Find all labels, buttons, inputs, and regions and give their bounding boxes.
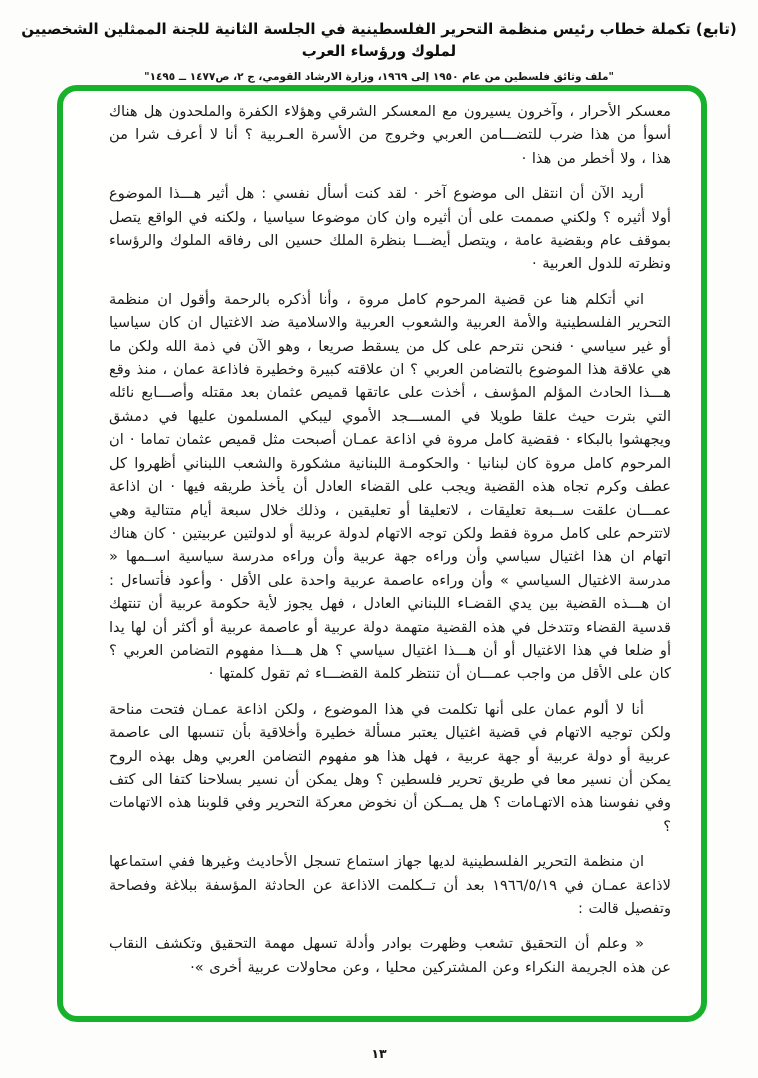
paragraph: ان منظمة التحرير الفلسطينية لديها جهاز استماع تسجل الأحاديث وغيرها ففي استماعها لاذاعة عمـان في ١٩٦٦/٥/١٩ بعد أن تــكلمت الاذاعة عن الحادثة المؤسفة ببلاغة وفصاحة وتفصيل قالت :: [109, 853, 671, 917]
page-header: [0, 18, 758, 83]
green-border-frame: [57, 85, 707, 1022]
page-title: (تابع) تكملة خطاب رئيس منظمة التحرير الفلسطينية في الجلسة الثانية للجنة الممثلين الشخصيين لملوك ورؤساء العرب: [21, 20, 737, 60]
body-text: [109, 100, 671, 1010]
paragraph: اني أتكلم هنا عن قضية المرحوم كامل مروة ، وأنا أذكره بالرحمة وأقول ان منظمة التحرير الفلسطينية والأمة العربية والشعوب العربية والاسلامية ضد الاغتيال ان كان سياسيا أو غير سياسي · فنحن نترحم على كل من يسقط صريعا ، وهو الآن في ذمة الله ولكن ما هي علاقة هذا الموضوع بالتضامن العربي ؟ ان علاقته كبيرة وخطيرة فاذاعة عمان ، منذ وقع هـــذا الحادث المؤلم المؤسف ، أخذت على عاتقها قميص عثمان بعد مقتله وأصـــابع نائله التي بترت حيث علقا طويلا في المســـجد الأموي ليبكي المسلمون عليها في دمشق ويجهشوا بالبكاء · فقضية كامل مروة في اذاعة عمـان أصبحت مثل قميص عثمان تماما · ان المرحوم كامل مروة كان لبنانيا · والحكومـة اللبنانية مشكورة والشعب اللبناني أظهروا كل عطف وكرم تجاه هذه القضية ويجب على القضاء العادل أن يأخذ طريقه فيها · ان اذاعة عمـــان علقت ســبعة تعليقات ، لاتعليقا أو تعليقين ، وذلك خلال سبعة أيام متتالية وهي لاتترحم على كامل مروة فقط ولكن توجه الاتهام لدولة عربية أو لدولتين عربيتين · كان هناك اتهام ان هذا اغتيال سياسي وأن وراءه جهة عربية وأن وراءه مدرسة سياسية اســمها « مدرسة الاغتيال السياسي » وأن وراءه عاصمة عربية واحدة على الأقل · وأعود فأتساءل : ان هـــذه القضية بين يدي القضـاء اللبناني العادل ، فهل يجوز لأية حكومة عربية أن تنتهك قدسية القضاء وتتدخل في هذه القضية متهمة دولة عربية أو عاصمة عربية أو أكثر أن لها يدا أو ضلعا في هذا الاغتيال أو أن هـــذا اغتيال سياسي ؟ هل هـــذا مفهوم التضامن العربي ؟ كان على الأقل من واجب عمـــان أن تنتظر كلمة القضـــاء ثم تقول كلمتها ·: [109, 290, 671, 683]
paragraph: أريد الآن أن انتقل الى موضوع آخر · لقد كنت أسأل نفسي : هل أثير هـــذا الموضوع أولا أثيره ؟ ولكني صممت على أن أثيره وان كان موضوعا سياسيا ، ولكنه في الواقع يتصل بموقف عام وبقضية عامة ، ويتصل أيضـــا بنظرة الملك حسين الى رفاقه الملوك والرؤساء ونظرته للدول العربية ·: [109, 185, 671, 273]
paragraph: معسكر الأحرار ، وآخرون يسيرون مع المعسكر الشرقي وهؤلاء الكفرة والملحدون هل هناك أسوأ من هذا ضرب للتضـــامن العربي وخروج من الأسرة العـربية ؟ أنا لا أعرف شرا من هذا ، ولا أخطر من هذا ·: [109, 103, 671, 167]
paragraph: أنا لا ألوم عمان على أنها تكلمت في هذا الموضوع ، ولكن اذاعة عمـان فتحت مناحة ولكن توجيه الاتهام في قضية اغتيال يعتبر مسألة خطيرة وأخلاقية بأن تنسبها الى عاصمة عربية أو دولة عربية أو جهة عربية ، فهل هذا هو مفهوم التضامن العربي وهل بهذه الروح يمكن أن نسير معا في طريق تحرير فلسطين ؟ وهل يمكن أن نسير بسلاحنا كتفا الى كتف وفي نفوسنا هذه الاتهـامات ؟ هل يمــكن أن نخوض معركة التحرير وفي قلوبنا هذه الاتهامات ؟: [109, 700, 671, 835]
paragraph: « وعلم أن التحقيق تشعب وظهرت بوادر وأدلة تسهل مهمة التحقيق وتكشف النقاب عن هذه الجريمة النكراء وعن المشتركين محليا ، وعن محاولات عربية أخرى »·: [109, 935, 671, 976]
source-citation: "ملف وثائق فلسطين من عام ١٩٥٠ إلى ١٩٦٩، وزارة الارشاد القومي، ج ٢، ص١٤٧٧ ــ ١٤٩٥": [144, 71, 614, 83]
page-number: ١٣: [371, 1046, 387, 1061]
